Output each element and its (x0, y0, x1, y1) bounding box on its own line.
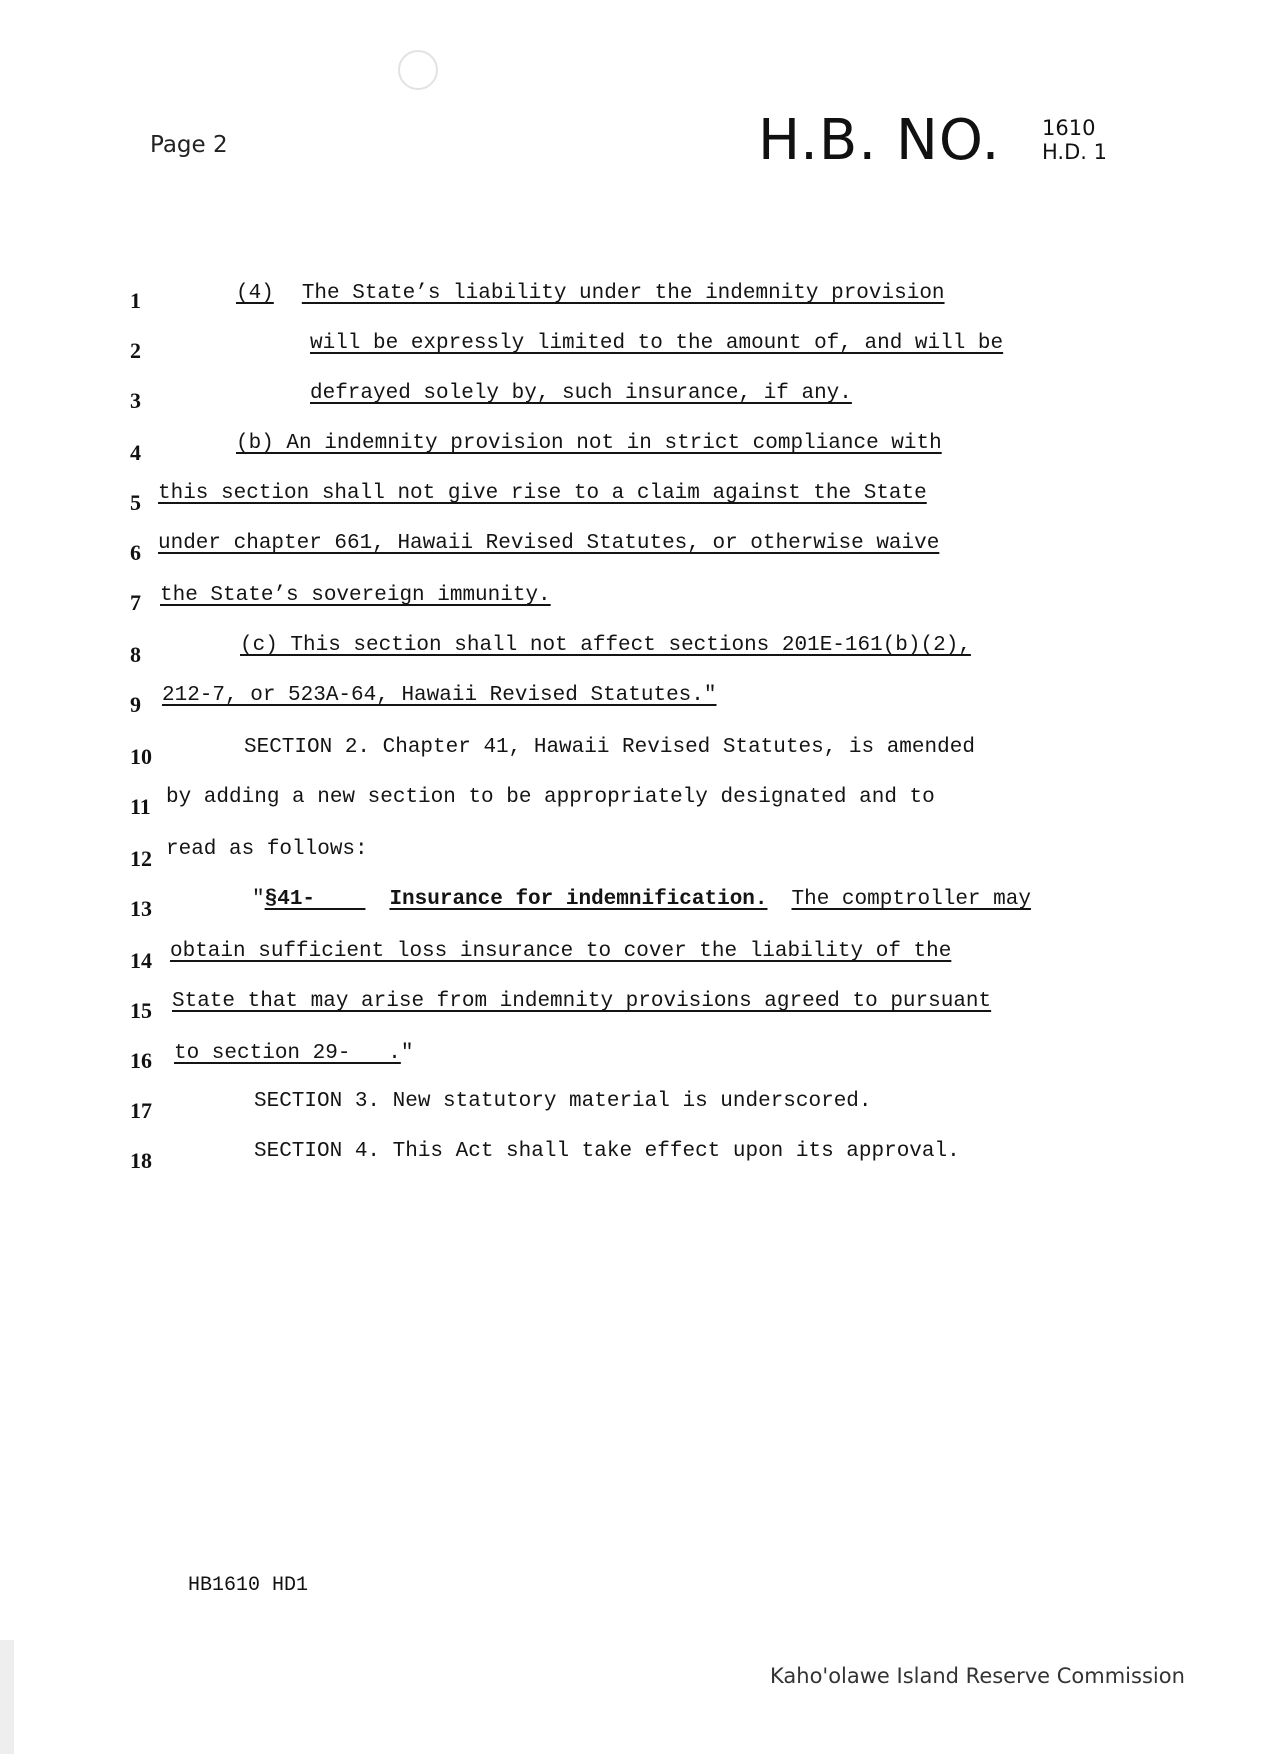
line-number: 7 (130, 590, 141, 615)
section-heading: Insurance for indemnification. (389, 888, 768, 911)
line-text (160, 584, 551, 607)
line-number: 12 (130, 846, 152, 871)
page-label: Page 2 (150, 132, 228, 158)
text-segment: under chapter 661, Hawaii Revised Statutes, or otherwise waive (158, 532, 940, 555)
line-number: 15 (130, 998, 152, 1023)
text-segment: SECTION 3. New statutory material is underscored. (254, 1090, 872, 1113)
document-id: HB1610 HD1 (188, 1574, 309, 1597)
bill-id: 1610 (1042, 116, 1096, 140)
line-number: 9 (130, 692, 141, 717)
line-text (310, 382, 852, 405)
line-text (236, 432, 942, 455)
line-number: 1 (130, 288, 141, 313)
line-text (170, 940, 951, 963)
text-segment: State that may arise from indemnity provisions agreed to pursuant (172, 990, 992, 1013)
line-number: 11 (130, 794, 151, 819)
line-number: 6 (130, 540, 141, 565)
text-segment: (b) An indemnity provision not in strict compliance with (236, 432, 942, 455)
line-text (158, 532, 939, 555)
text-segment: obtain sufficient loss insurance to cover the liability of the (170, 940, 952, 963)
open-quote: " (252, 888, 265, 911)
text-segment: SECTION 2. Chapter 41, Hawaii Revised Statutes, is amended (244, 736, 975, 759)
text-segment: SECTION 4. This Act shall take effect upon its approval. (254, 1140, 960, 1163)
line-number: 5 (130, 490, 141, 515)
text-segment: to section 29- . (174, 1042, 401, 1065)
line-text (254, 1140, 960, 1163)
line-text (172, 990, 991, 1013)
text-segment: by adding a new section to be appropriately designated and to (166, 786, 935, 809)
line-text (236, 282, 945, 305)
line-number: 17 (130, 1098, 152, 1123)
section-symbol: §41- (264, 888, 366, 911)
text-segment: read as follows: (166, 838, 368, 861)
bill-draft: H.D. 1 (1042, 140, 1107, 164)
bill-meta (1042, 116, 1107, 164)
text-segment: the State’s sovereign immunity. (160, 584, 551, 607)
line-text (162, 684, 717, 707)
line-number: 4 (130, 440, 141, 465)
line-text (158, 482, 927, 505)
binder-hole (398, 50, 438, 90)
line-text (252, 888, 1031, 911)
bill-number-heading: H.B. NO. (758, 108, 1001, 173)
archive-credit: Kaho'olawe Island Reserve Commission (770, 1664, 1185, 1688)
line-text (240, 634, 971, 657)
text-segment: will be expressly limited to the amount of, and will be (310, 332, 1004, 355)
line-text (310, 332, 1003, 355)
text-segment: 212-7, or 523A-64, Hawaii Revised Statutes." (162, 684, 717, 707)
line-number: 18 (130, 1148, 152, 1173)
line-text (166, 838, 368, 861)
line-number: 16 (130, 1048, 152, 1073)
line-text (166, 786, 935, 809)
text-segment: The comptroller may (791, 888, 1031, 911)
text-segment: this section shall not give rise to a claim against the State (158, 482, 927, 505)
line-text (174, 1042, 413, 1065)
line-number: 14 (130, 948, 152, 973)
line-text (254, 1090, 872, 1113)
text-segment: The State’s liability under the indemnity provision (301, 282, 945, 305)
line-number: 2 (130, 338, 141, 363)
item-label: (4) (236, 282, 274, 305)
line-number: 8 (130, 642, 141, 667)
line-number: 3 (130, 388, 141, 413)
scan-edge (0, 1640, 14, 1754)
line-text (244, 736, 975, 759)
text-segment: defrayed solely by, such insurance, if any. (310, 382, 852, 405)
line-number: 13 (130, 896, 152, 921)
text-segment: (c) This section shall not affect sections 201E-161(b)(2), (240, 634, 971, 657)
close-quote: " (400, 1042, 414, 1065)
line-number: 10 (130, 744, 152, 769)
